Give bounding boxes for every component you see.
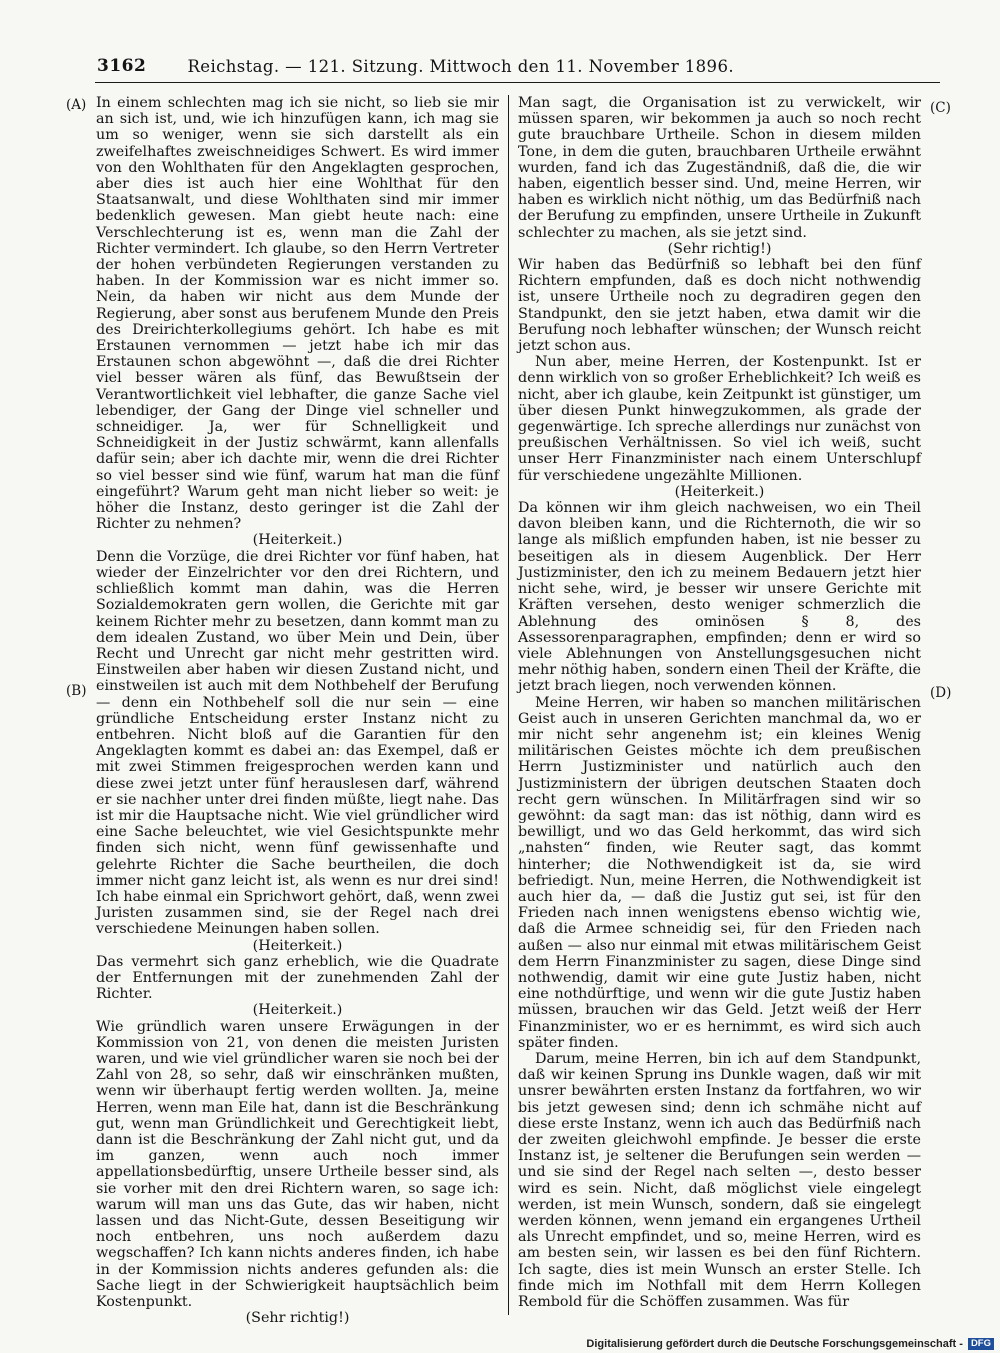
- dfg-logo: DFG: [968, 1338, 994, 1350]
- interjection: (Heiterkeit.): [252, 1002, 343, 1019]
- paragraph: Wie gründlich waren unsere Erwägungen in der Kommission von 21, von denen die meisten Juristen waren, und wie viel gründlicher waren sie noch bei der Zahl von 28, so sehr, daß wir einschränken mußten, wenn wir überhaupt fertig werden wollten. Ja, meine Herren, wenn man Eile hat, dann ist die Beschränkung gut, wenn man Gründlichkeit und Gerechtigkeit liebt, dann ist die Beschränkung der Zahl nicht gut, und da im ganzen, wenn auch noch immer appellationsbedürftig, unsere Urtheile besser sind, als sie vorher mit den drei Richtern waren, so sage ich: warum will man uns das Gute, das wir haben, nicht lassen und das Nicht-Gute, dessen Beseitigung wir noch entbehren, uns noch außerdem dazu wegschaffen? Ich kann nichts anderes finden, ich habe in der Kommission nichts anderes gefunden als: die Sache liegt in der Schwierigkeit hauptsächlich beim Kostenpunkt.: [96, 1018, 499, 1311]
- paragraph: Nun aber, meine Herren, der Kostenpunkt. Ist er denn wirklich von so großer Erheblichkeit? Ich weiß es nicht, aber ich glaube, kein Zeitpunkt ist günstiger, um über diesen Punkt hinwegzukommen, als grade der gegenwärtige. Ich spreche allerdings nur zunächst von preußischen Verhältnissen. So viel ich weiß, sucht unser Herr Finanzminister nach einem Unterschlupf für verschiedene ungezählte Millionen.: [518, 354, 921, 484]
- left-column: [96, 95, 499, 1327]
- paragraph: Darum, meine Herren, bin ich auf dem Standpunkt, daß wir keinen Sprung ins Dunkle wagen, daß wir mit unsrer bewährten ersten Instanz da fortfahren, wo wir bis jetzt gewesen sind; denn ich schmähe nicht auf diese erste Instanz, wenn ich auch das Bedürfniß nach der zweiten gleichwohl empfinde. Je besser die erste Instanz ist, je seltener die Berufungen sein werden — und sie sind der Regel nach selten —, desto besser wird es sein. Nicht, daß möglichst viele eingelegt werden, ist mein Wunsch, sondern, daß sie eingelegt werden können, wenn jemand ein ergangenes Urtheil als Unrecht empfindet, und so, meine Herren, wird es am besten sein, wir lassen es bei den fünf Richtern. Ich sagte, dies ist mein Wunsch an erster Stelle. Ich finde mich im Nothfall mit dem Herrn Kollegen Rembold für die Schöffen zusammen. Was für: [518, 1050, 921, 1311]
- paragraph: Das vermehrt sich ganz erheblich, wie die Quadrate der Entfernungen mit der zunehmenden Zahl der Richter.: [96, 953, 499, 1003]
- interjection: (Sehr richtig!): [667, 240, 772, 257]
- margin-marker-a: (A): [66, 97, 87, 113]
- paragraph: Wir haben das Bedürfniß so lebhaft bei den fünf Richtern empfunden, daß es doch nicht nothwendig ist, unsere Urtheile noch zu degradiren gegen den Standpunkt, den sie jetzt haben, etwa damit wir die Berufung noch lebhafter wünschen; der Wunsch reicht jetzt schon aus.: [518, 257, 921, 355]
- margin-marker-d: (D): [930, 685, 952, 701]
- right-column: [518, 95, 921, 1310]
- interjection: (Heiterkeit.): [252, 532, 343, 549]
- margin-marker-c: (C): [930, 100, 951, 116]
- running-title: Reichstag. — 121. Sitzung. Mittwoch den 11. November 1896.: [187, 57, 734, 76]
- page-number: 3162: [97, 56, 147, 76]
- paragraph: In einem schlechten mag ich sie nicht, so lieb sie mir an sich ist, und, wie ich hinzufügen kann, ich mag sie um so weniger, wenn sie sich darstellt als ein zweifelhaftes zweischneidiges Schwert. Es wird immer von den Wohlthaten für den Angeklagten gesprochen, aber dies ist auch hier eine Wohlthat für den Staatsanwalt, und diese Wohlthaten sind mir immer bedenklich gewesen. Man giebt heute nach: eine Verschlechterung ist es, wenn man die Zahl der Richter vermindert. Ich glaube, so den Herrn Vertreter der hohen verbündeten Regierungen verstanden zu haben. In der Kommission war es nicht immer so. Nein, da haben wir nicht aus dem Munde der Regierung, aber sonst aus berufenem Munde den Preis des Dreirichterkollegiums gehört. Ich habe es mit Erstaunen vernommen — jetzt habe ich mir das Erstaunen schon abgewöhnt —, daß die drei Richter viel besser wären als fünf, das Bewußtsein der Verantwortlichkeit viel lebhafter, die ganze Sache viel lebendiger, der Gang der Dinge viel schneller und schneidiger. Ja, wer für Schnelligkeit und Schneidigkeit in der Justiz schwärmt, kann allenfalls dafür sein; aber ich dachte mir, wenn die drei Richter so viel besser sind wie fünf, warum hat man die fünf eingeführt? Warum geht man nicht lieber so weit: je höher die Instanz, desto geringer ist die Zahl der Richter zu nehmen?: [96, 95, 499, 533]
- interjection: (Heiterkeit.): [252, 937, 343, 954]
- interjection: (Sehr richtig!): [245, 1310, 350, 1327]
- footer-credit: [586, 1338, 994, 1350]
- paragraph: Denn die Vorzüge, die drei Richter vor fünf haben, hat wieder der Einzelrichter vor den drei Richtern, und schließlich kommt man dahin, was die Herren Sozialdemokraten gern wollen, die Gerichte mit gar keinem Richter mehr zu besetzen, dann kommt man zu dem idealen Zustand, wo über Mein und Dein, über Recht und Unrecht gar nicht mehr gestritten wird. Einstweilen aber haben wir diesen Zustand nicht, und einstweilen ist auch mit dem Nothbehelf der Berufung — denn ein Nothbehelf soll die nur sein — eine gründliche Entscheidung erster Instanz nicht zu entbehren. Nicht bloß auf die Garantien für den Angeklagten kommt es dabei an: das Exempel, daß er mit zwei Stimmen freigesprochen werden kann und diese zwei jetzt unter fünf herauslesen darf, während er sie nachher unter drei finden müßte, liegt nahe. Das ist mir die Hauptsache nicht. Wie viel gründlicher wird eine Sache beleuchtet, wie viel Gesichtspunkte mehr finden sich nicht, wenn fünf gewissenhafte und gelehrte Richter die Sache beurtheilen, die doch immer nicht ganz leicht ist, als wenn es nur drei sind! Ich habe einmal ein Sprichwort gehört, daß, wenn zwei Juristen zusammen sind, sie der Regel nach drei verschiedene Meinungen haben sollen.: [96, 548, 499, 938]
- column-divider: [508, 95, 509, 1315]
- interjection: (Heiterkeit.): [674, 483, 765, 500]
- footer-text: Digitalisierung gefördert durch die Deutsche Forschungsgemeinschaft -: [586, 1338, 963, 1350]
- margin-marker-b: (B): [66, 683, 87, 699]
- page-header: [95, 56, 940, 83]
- paragraph: Man sagt, die Organisation ist zu verwickelt, wir müssen sparen, wir bekommen ja auch so noch recht gute brauchbare Urtheile. Schon in diesem milden Tone, in dem die guten, brauchbaren Urtheile erwähnt wurden, fand ich das Zugeständniß, daß die, die wir haben, eigentlich besser sind. Und, meine Herren, wir haben es wirklich nicht nöthig, um das Bedürfniß nach der Berufung zu empfinden, unsere Urtheile in Zukunft schlechter zu machen, als sie jetzt sind.: [518, 95, 921, 241]
- paragraph: Meine Herren, wir haben so manchen militärischen Geist auch in unseren Gerichten manchmal da, wo er mir nicht sehr angenehm ist; ein kleines Wenig militärischen Geistes möchte ich dem preußischen Herrn Justizminister und natürlich auch den Justizministern der übrigen deutschen Staaten doch recht gern wünschen. In Militärfragen sind wir so gewöhnt: da sagt man: das ist nöthig, dann wird es bewilligt, und wo das Geld herkommt, das wird sich „nahsten“ finden, wie Reuter sagt, das kommt hinterher; die Nothwendigkeit ist da, sie wird befriedigt. Nun, meine Herren, die Nothwendigkeit ist auch hier da, — daß die Justiz gut sei, ist für den Frieden nach innen wenigstens ebenso wichtig wie, daß die Armee schneidig sei, für den Frieden nach außen — also nur einmal mit etwas militärischem Geist dem Herrn Finanzminister zu sagen, diese Dinge sind nothwendig, damit wir eine gute Justiz haben, nicht eine nothdürftige, und wenn wir die gute Justiz haben müssen, brauchen wir das Geld. Jetzt weiß der Herr Finanzminister, wo er es hernimmt, es wird sich auch später finden.: [518, 694, 921, 1051]
- paragraph: Da können wir ihm gleich nachweisen, wo ein Theil davon bleiben kann, und die Richternoth, die wir so lange als mißlich empfunden haben, ist nie besser zu beseitigen als in diesem Augenblick. Der Herr Justizminister, den ich zu meinem Bedauern jetzt hier nicht sehe, wird, je besser wir unsere Gerichte mit Kräften versehen, desto weniger schmerzlich die Ablehnung des ominösen § 8, des Assessorenparagraphen, empfinden; denn er wird so viele Ablehnungen von Anstellungsgesuchen nicht mehr nöthig haben, sondern einen Theil der Kräfte, die jetzt brach liegen, noch verwenden können.: [518, 500, 921, 695]
